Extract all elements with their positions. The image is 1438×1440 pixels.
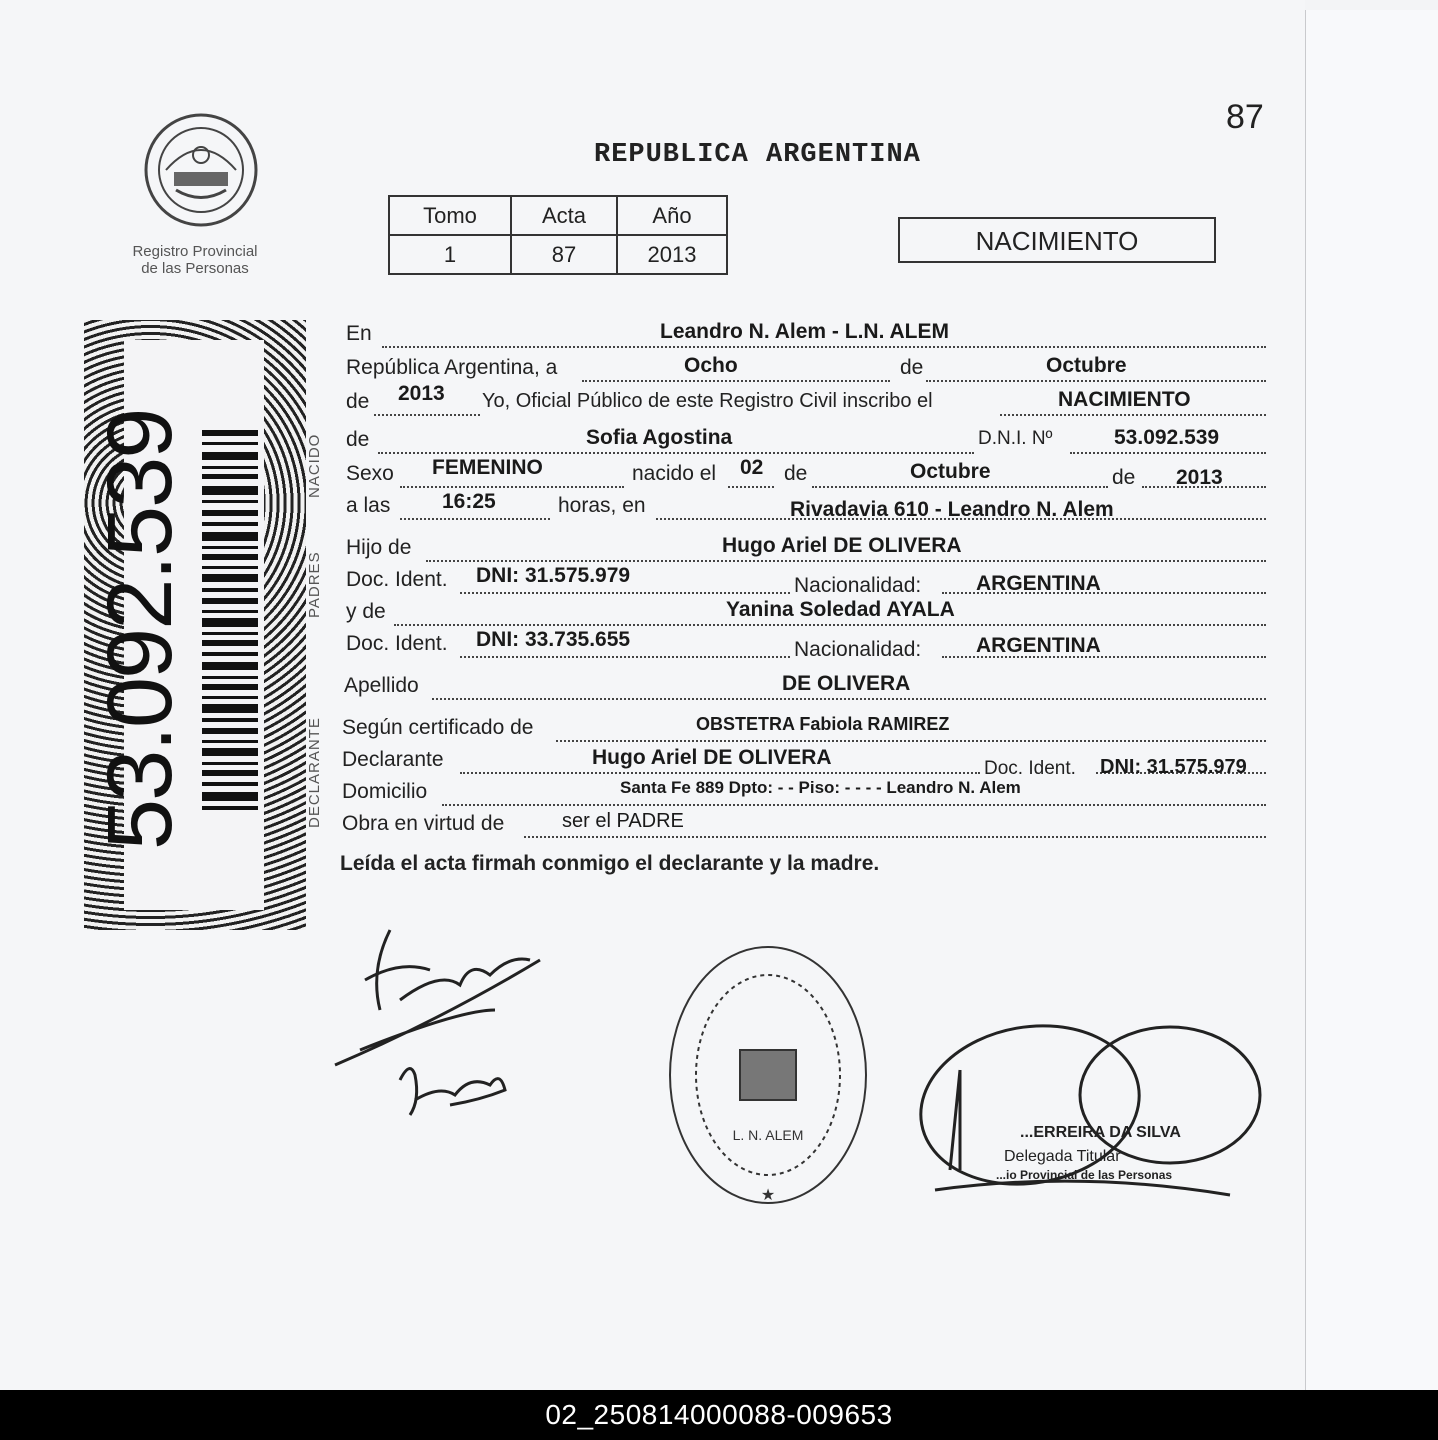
value-day-words: Ocho bbox=[684, 354, 738, 377]
label-segun: Según certificado de bbox=[342, 716, 534, 739]
row-declarant bbox=[342, 748, 1266, 780]
dotted-line bbox=[1000, 414, 1266, 416]
value-father-nationality: ARGENTINA bbox=[976, 572, 1101, 595]
value-mother-name: Yanina Soledad AYALA bbox=[726, 598, 955, 621]
dotted-line bbox=[728, 486, 774, 488]
dotted-line bbox=[374, 414, 480, 416]
barcode bbox=[202, 430, 258, 810]
dotted-line bbox=[400, 518, 550, 520]
seal-center-text: L. N. ALEM bbox=[732, 1127, 804, 1143]
row-locality bbox=[342, 322, 1266, 354]
label-de: de bbox=[346, 390, 370, 413]
value-certificate: OBSTETRA Fabiola RAMIREZ bbox=[696, 714, 950, 734]
value-capacity: ser el PADRE bbox=[562, 810, 684, 832]
registry-reference-table bbox=[388, 195, 728, 275]
dotted-line bbox=[394, 624, 1266, 626]
label-de: de bbox=[784, 462, 808, 485]
label-republica: República Argentina, a bbox=[346, 356, 558, 379]
dotted-line bbox=[442, 804, 1266, 806]
label-doc: Doc. Ident. bbox=[984, 758, 1076, 779]
dni-side-number: 53.092.539 bbox=[89, 409, 191, 850]
dotted-line bbox=[400, 486, 624, 488]
dotted-line bbox=[556, 740, 1266, 742]
dotted-line bbox=[432, 698, 1266, 700]
registry-name-line2: de las Personas bbox=[141, 260, 249, 277]
label-nacionalidad: Nacionalidad: bbox=[794, 574, 922, 597]
value-month: Octubre bbox=[1046, 354, 1127, 377]
label-nacido: nacido el bbox=[632, 462, 717, 485]
official-office: ...io Provincial de las Personas bbox=[996, 1168, 1173, 1182]
label-nacionalidad: Nacionalidad: bbox=[794, 638, 922, 661]
value-birth-day: 02 bbox=[740, 456, 764, 479]
official-role: Delegada Titular bbox=[1004, 1148, 1121, 1165]
value-address: Santa Fe 889 Dpto: - - Piso: - - - - Leandro N. Alem bbox=[620, 778, 1021, 797]
document-id-footer: 02_250814000088-009653 bbox=[0, 1390, 1438, 1440]
dotted-line bbox=[926, 380, 1266, 382]
value-tomo: 1 bbox=[389, 235, 511, 274]
label-hijo: Hijo de bbox=[346, 536, 412, 559]
label-de: de bbox=[1112, 466, 1136, 489]
label-de: de bbox=[900, 356, 924, 379]
value-birth-year: 2013 bbox=[1176, 466, 1223, 489]
registry-name bbox=[110, 243, 280, 277]
value-mother-nationality: ARGENTINA bbox=[976, 634, 1101, 657]
header-ano: Año bbox=[617, 196, 727, 235]
section-label-nacido: NACIDO bbox=[306, 433, 323, 498]
dotted-line bbox=[460, 772, 980, 774]
label-dni: D.N.I. Nº bbox=[978, 428, 1053, 449]
document-title: REPUBLICA ARGENTINA bbox=[594, 140, 921, 170]
row-address bbox=[342, 780, 1266, 812]
value-sex: FEMENINO bbox=[432, 456, 543, 479]
row-capacity bbox=[342, 812, 1266, 844]
page-number: 87 bbox=[1226, 98, 1264, 136]
header-tomo: Tomo bbox=[389, 196, 511, 235]
row-mother-doc bbox=[342, 628, 1266, 664]
value-declarant-doc: DNI: 31.575.979 bbox=[1100, 756, 1247, 778]
registry-name-line1: Registro Provincial bbox=[132, 243, 258, 260]
value-act-type: NACIMIENTO bbox=[1058, 388, 1191, 411]
dotted-line bbox=[812, 486, 1108, 488]
page-margin bbox=[1305, 10, 1438, 1390]
value-year: 2013 bbox=[398, 382, 445, 405]
dotted-line bbox=[1070, 452, 1266, 454]
record-type-box: NACIMIENTO bbox=[898, 217, 1216, 263]
row-certificate bbox=[342, 716, 1266, 748]
label-en: En bbox=[346, 322, 372, 345]
table-header-row bbox=[389, 196, 727, 235]
label-de: de bbox=[346, 428, 370, 451]
row-time-place bbox=[342, 490, 1266, 526]
value-declarant: Hugo Ariel DE OLIVERA bbox=[592, 746, 832, 769]
row-date bbox=[342, 356, 1266, 388]
closing-statement: Leída el acta firmah conmigo el declarante y la madre. bbox=[340, 852, 880, 875]
value-father-name: Hugo Ariel DE OLIVERA bbox=[722, 534, 962, 557]
row-surname bbox=[342, 674, 1266, 706]
label-a-las: a las bbox=[346, 494, 391, 517]
value-father-doc: DNI: 31.575.979 bbox=[476, 564, 631, 587]
svg-text:★: ★ bbox=[760, 1187, 776, 1204]
value-surname: DE OLIVERA bbox=[782, 672, 911, 695]
dotted-line bbox=[426, 560, 1266, 562]
value-mother-doc: DNI: 33.735.655 bbox=[476, 628, 631, 651]
dotted-line bbox=[582, 380, 890, 382]
label-apellido: Apellido bbox=[344, 674, 419, 697]
label-doc: Doc. Ident. bbox=[346, 568, 448, 591]
section-label-padres: PADRES bbox=[306, 551, 323, 618]
label-y-de: y de bbox=[346, 600, 386, 623]
row-act-type bbox=[342, 382, 1266, 422]
father-signature bbox=[335, 930, 540, 1065]
value-child-name: Sofia Agostina bbox=[586, 426, 733, 449]
header-acta: Acta bbox=[511, 196, 617, 235]
label-domicilio: Domicilio bbox=[342, 780, 428, 803]
label-obra: Obra en virtud de bbox=[342, 812, 505, 835]
label-declarante: Declarante bbox=[342, 748, 444, 771]
mother-signature bbox=[400, 1069, 505, 1115]
province-coat-of-arms-logo bbox=[136, 110, 266, 230]
label-oficial: Yo, Oficial Público de este Registro Civil inscribo el bbox=[482, 390, 933, 412]
value-locality: Leandro N. Alem - L.N. ALEM bbox=[660, 320, 949, 343]
official-seal bbox=[670, 947, 866, 1204]
dotted-line bbox=[460, 592, 790, 594]
dotted-line bbox=[460, 656, 790, 658]
value-birth-place: Rivadavia 610 - Leandro N. Alem bbox=[790, 498, 1114, 521]
dotted-line bbox=[524, 836, 1266, 838]
label-sexo: Sexo bbox=[346, 462, 394, 485]
value-birth-month: Octubre bbox=[910, 460, 991, 483]
value-birth-time: 16:25 bbox=[442, 490, 496, 513]
official-name: ...ERREIRA DA SILVA bbox=[1020, 1124, 1181, 1141]
label-horas: horas, en bbox=[558, 494, 646, 517]
dotted-line bbox=[378, 452, 974, 454]
label-doc: Doc. Ident. bbox=[346, 632, 448, 655]
value-acta: 87 bbox=[511, 235, 617, 274]
signatures-area bbox=[320, 900, 1280, 1240]
table-row bbox=[389, 235, 727, 274]
dotted-line bbox=[382, 346, 1266, 348]
value-ano: 2013 bbox=[617, 235, 727, 274]
row-father-doc bbox=[342, 564, 1266, 600]
section-label-declarante: DECLARANTE bbox=[306, 717, 323, 828]
value-dni: 53.092.539 bbox=[1114, 426, 1220, 449]
